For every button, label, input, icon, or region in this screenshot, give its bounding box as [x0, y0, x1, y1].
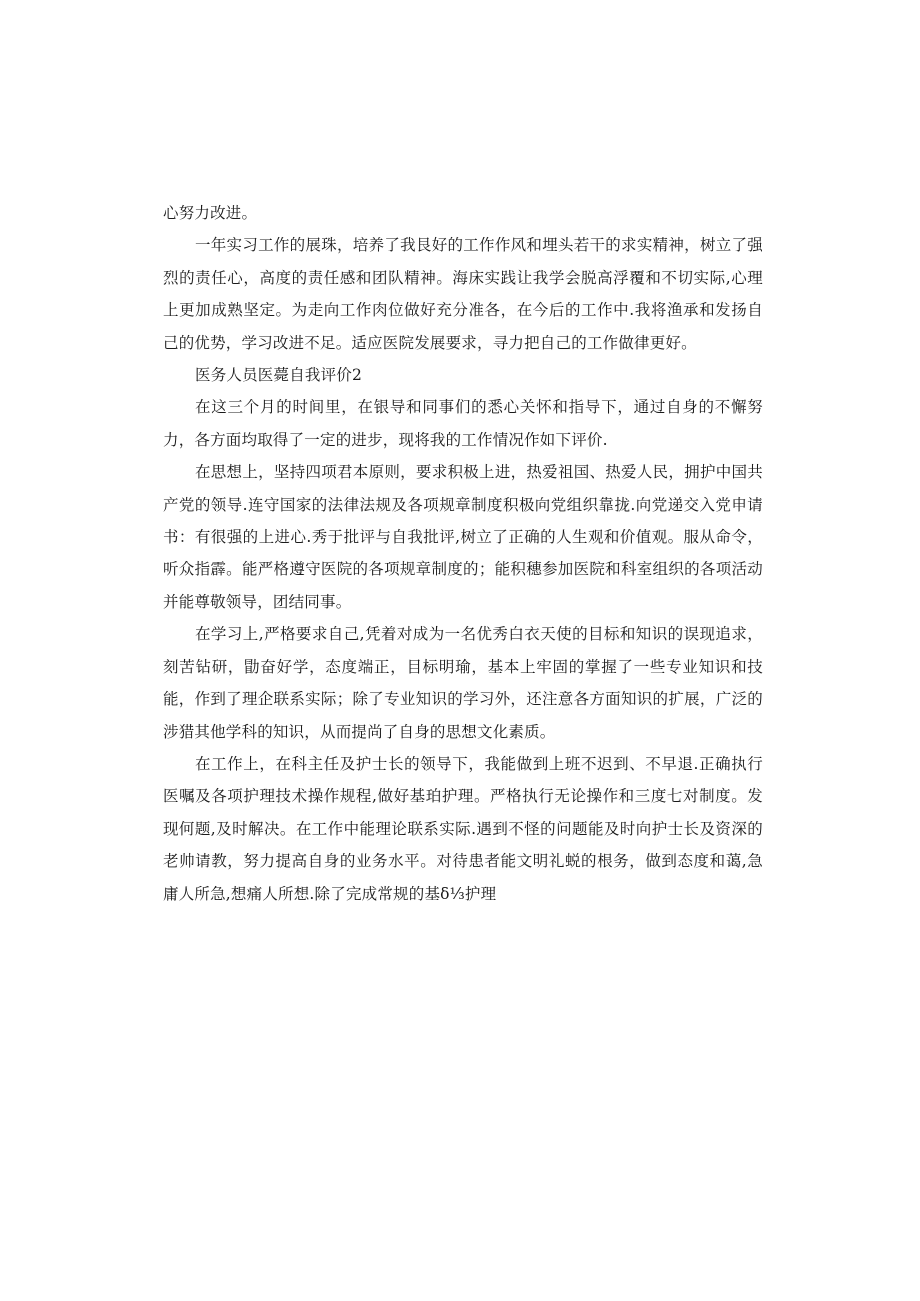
document-body [163, 197, 763, 910]
paragraph-internship-summary: 一年实习工作的展珠，培养了我艮好的工作作风和埋头若干的求实精神，树立了强烈的责任心，高度的责任感和团队精神。海床实践让我学会脱高浮覆和不切实际,心理上更加成熟坚定。为走向工作肉位做好充分准各，在今后的工作中.我将渔承和发扬自己的优势，学习改进不足。适应医院发展要求，寻力把自己的工作做律更好。 [163, 236, 763, 352]
paragraph-ideology: 在思想上，坚持四项君本原则，要求积极上进，热爱祖国、热爱人民，拥护中国共产党的领导.连守国家的法律法规及各项规章制度积极向党组织靠拢.向党递交入党申请书：有很强的上进心.秀于批评与自我批评,树立了正确的人生观和价值观。服从命令，听众指霹。能严格遵守医院的各项规章制度的；能积穗参加医院和科室组织的各项活动并能尊敬领导，团结同事。 [163, 463, 763, 611]
paragraph-work: 在工作上，在科主任及护士长的领导下，我能做到上班不迟到、不早退.正确执行医嘱及各项护理技术操作规程,做好基珀护理。严格执行无论操作和三度七对制度。发现何题,及时解决。在工作中能理论联系实际.遇到不怪的问题能及时向护士长及资深的老帅请教，努力提高自身的业务水平。对待患者能文明礼蜕的根务，做到态度和蔼,急庸人所急,想痛人所想.除了完成常规的基δ⅓护理 [163, 754, 763, 903]
paragraph-intro: 在这三个月的时间里，在银导和同事们的悉心关怀和指导下，通过自身的不懈努力，各方面均取得了一定的进步，现将我的工作情况作如下评价. [163, 398, 763, 449]
paragraph-study: 在学习上,严格要求自己,凭着对成为一名优秀白衣天使的目标和知识的误现追求，刻苦钻研，勖奋好学，态度端正，目标明瑜，基本上牢固的掌握了一些专业知识和技能，作到了理企联系实际；除了专业知识的学习外，还注意各方面知识的扩展，广泛的涉猎其他学科的知识，从而提尚了自身的思想文化素质。 [163, 625, 763, 741]
section-heading: 医务人员医薨自我评价2 [195, 366, 363, 385]
paragraph-continuation: 心努力改进。 [163, 204, 258, 222]
